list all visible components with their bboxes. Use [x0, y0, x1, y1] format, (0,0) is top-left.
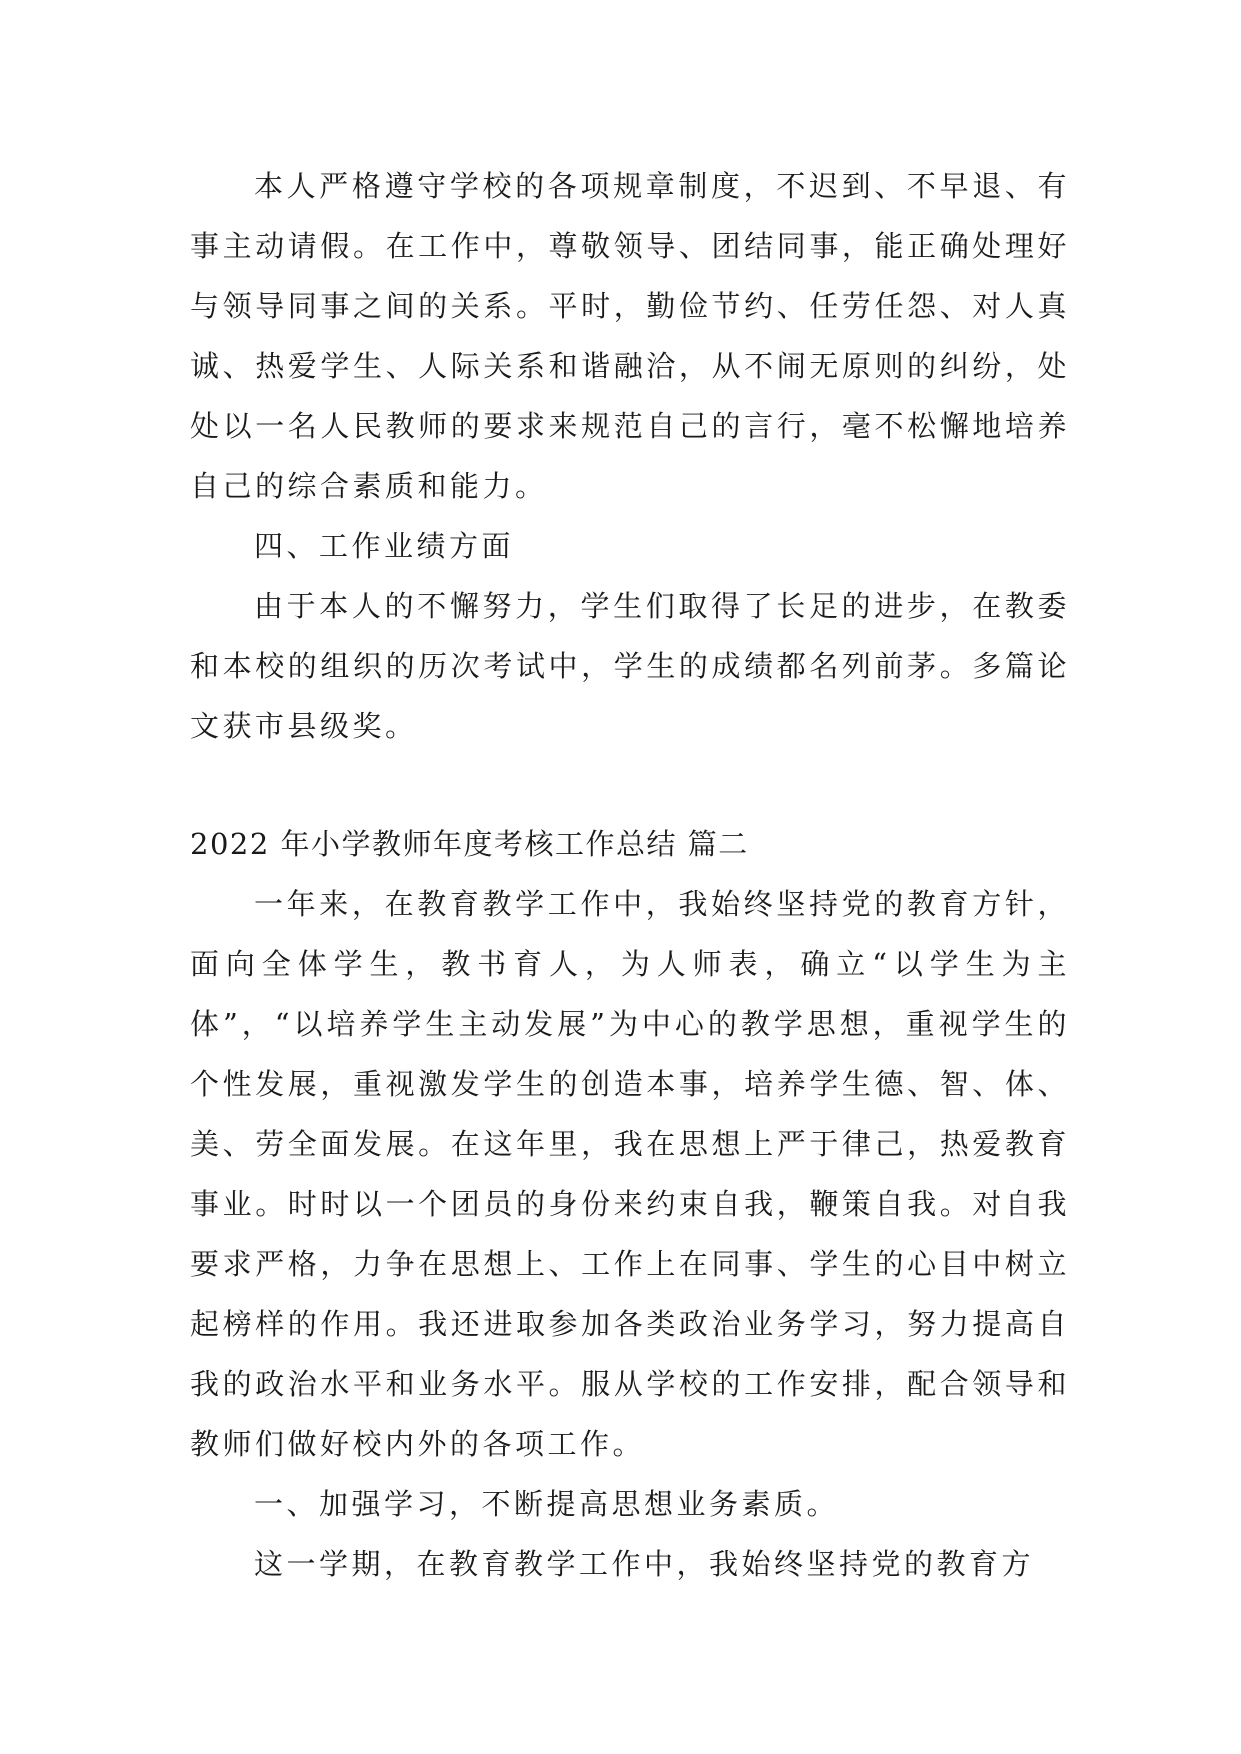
paragraph-semester: 这一学期，在教育教学工作中，我始终坚持党的教育方 — [254, 1547, 1035, 1581]
section-title-part-two: 2022 年小学教师年度考核工作总结 篇二 — [190, 827, 749, 861]
heading-strengthen-learning: 一、加强学习，不断提高思想业务素质。 — [254, 1487, 840, 1521]
heading-work-performance: 四、工作业绩方面 — [254, 529, 515, 563]
paragraph-year-summary: 一年来，在教育教学工作中，我始终坚持党的教育方针，面向全体学生，教书育人，为人师表，确立“以学生为主体”，“以培养学生主动发展”为中心的教学思想，重视学生的个性发展，重视激发学生的创造本事，培养学生德、智、体、美、劳全面发展。在这年里，我在思想上严于律己，热爱教育事业。时时以一个团员的身份来约束自我，鞭策自我。对自我要求严格，力争在思想上、工作上在同事、学生的心目中树立起榜样的作用。我还进取参加各类政治业务学习，努力提高自我的政治水平和业务水平。服从学校的工作安排，配合领导和教师们做好校内外的各项工作。 — [190, 887, 1070, 1461]
paragraph-achievements: 由于本人的不懈努力，学生们取得了长足的进步，在教委和本校的组织的历次考试中，学生的成绩都名列前茅。多篇论文获市县级奖。 — [190, 589, 1070, 743]
paragraph-rules-conduct: 本人严格遵守学校的各项规章制度，不迟到、不早退、有事主动请假。在工作中，尊敬领导、团结同事，能正确处理好与领导同事之间的关系。平时，勤俭节约、任劳任怨、对人真诚、热爱学生、人际关系和谐融洽，从不闹无原则的纠纷，处处以一名人民教师的要求来规范自己的言行，毫不松懈地培养自己的综合素质和能力。 — [190, 169, 1070, 503]
document-body — [190, 156, 1070, 1594]
